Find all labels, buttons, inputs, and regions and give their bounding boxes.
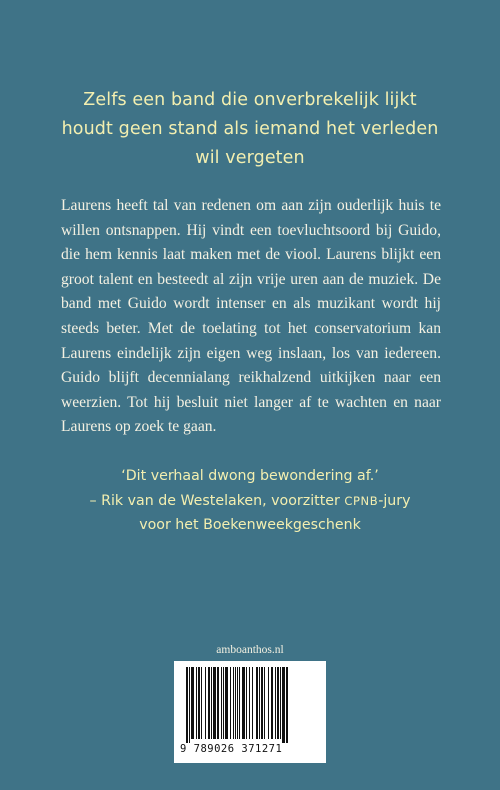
tagline-line: wil vergeten <box>195 148 305 168</box>
barcode-bar <box>213 667 216 739</box>
barcode-bar <box>189 667 190 743</box>
barcode-bar <box>237 667 238 739</box>
quote-attribution <box>40 489 460 514</box>
tagline-line: houdt geen stand als iemand het verleden <box>61 119 439 139</box>
barcode-label <box>174 661 326 763</box>
quote-attribution-award: voor het Boekenweekgeschenk <box>139 517 361 533</box>
tagline <box>40 86 460 173</box>
barcode-bar <box>186 667 188 743</box>
quote-attribution-org: CPNB <box>344 493 379 508</box>
barcode-bar <box>252 667 253 739</box>
barcode-bar <box>225 667 228 739</box>
quote-text: ‘Dit verhaal dwong bewondering af.’ <box>121 468 379 484</box>
barcode-bar <box>233 667 234 739</box>
barcode-bar <box>239 667 240 739</box>
barcode-bar <box>256 667 258 739</box>
barcode-bar <box>246 667 247 739</box>
barcode-bar <box>264 667 265 739</box>
publisher-website: amboanthos.nl <box>216 644 284 656</box>
barcode-bar <box>271 667 273 739</box>
barcode-bar <box>235 667 236 739</box>
barcode-bar <box>277 667 279 739</box>
synopsis-text: Laurens heeft tal van redenen om aan zijn ouderlijk huis te willen ontsnappen. Hij vindt een toevluchtsoord bij Guido, die hem kennis laat maken met de viool. Laurens blijkt een groot talent en besteedt al zijn vrije uren aan de muziek. De band met Guido wordt intenser en als muzikant wordt hij steeds beter. Met de toelating tot het conservatorium kan Laurens eindelijk zijn eigen weg inslaan, los van iedereen. Guido blijft decennialang reikhalzend uitkijken naar een weerzien. Tot hij besluit niet langer af te wachten en naar Laurens op zoek te gaan. <box>61 197 441 436</box>
barcode-bar <box>230 667 231 739</box>
barcode-bar <box>261 667 263 739</box>
barcode-bar <box>223 667 224 739</box>
barcode-bar <box>198 667 200 739</box>
barcode-bar <box>268 667 269 739</box>
review-quote <box>40 464 460 538</box>
isbn-barcode <box>184 667 316 743</box>
barcode-bar <box>275 667 276 739</box>
tagline-line: Zelfs een band die onverbrekelijk lijkt <box>83 90 417 110</box>
barcode-bar <box>211 667 212 739</box>
barcode-bar <box>280 667 281 739</box>
barcode-bar <box>191 667 194 739</box>
barcode-bar <box>242 667 245 739</box>
barcode-bar <box>259 667 260 739</box>
barcode-bar <box>282 667 285 743</box>
barcode-bar <box>286 667 288 743</box>
barcode-bar <box>205 667 206 739</box>
quote-attribution-suffix: -jury <box>378 492 411 509</box>
barcode-bar <box>221 667 222 739</box>
isbn-number: 9 789026 371271 <box>180 743 283 755</box>
barcode-bar <box>201 667 202 739</box>
barcode-bar <box>249 667 250 739</box>
quote-attribution-name: – Rik van de Westelaken, voorzitter <box>89 492 345 509</box>
barcode-bar <box>196 667 197 739</box>
barcode-bar <box>217 667 219 739</box>
barcode-bar <box>208 667 210 739</box>
